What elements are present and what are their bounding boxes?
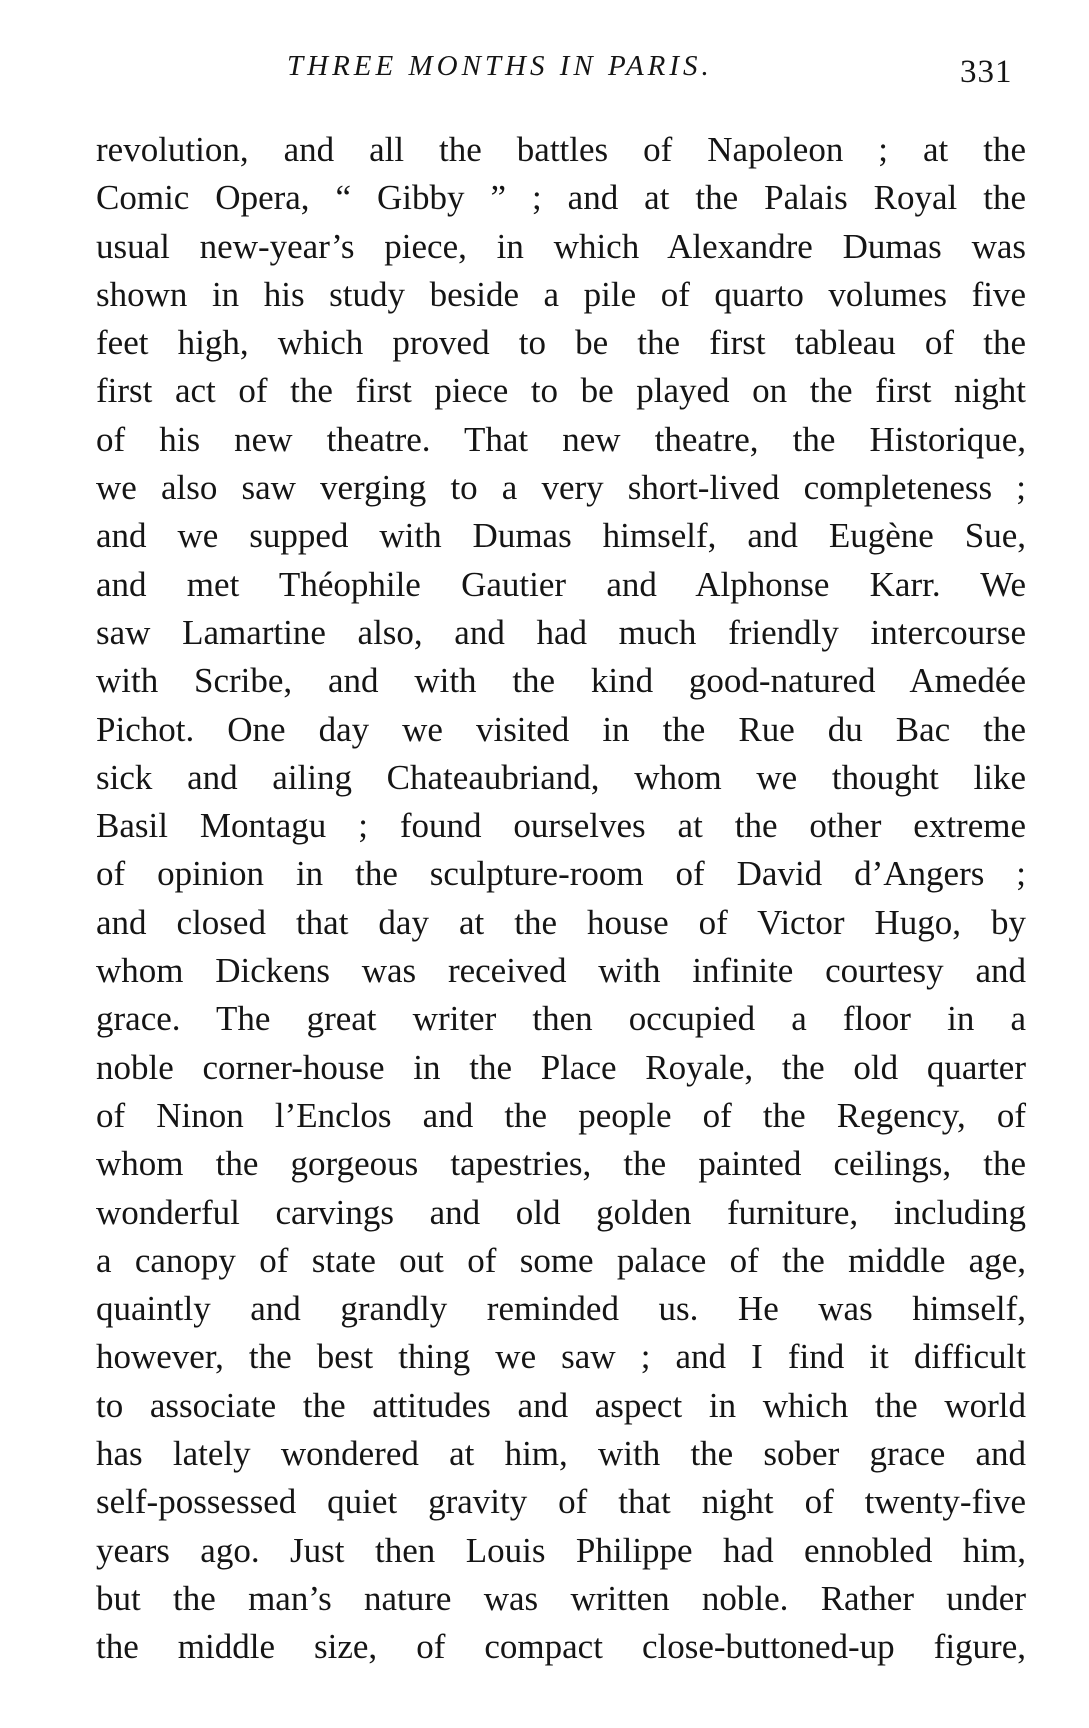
text-line: whom Dickens was received with infinite courtesy and: [96, 951, 1026, 991]
text-line: shown in his study beside a pile of quarto volumes five: [96, 274, 1026, 314]
text-line: grace. The great writer then occupied a floor in a: [96, 999, 1026, 1039]
text-line: a canopy of state out of some palace of the middle age,: [96, 1240, 1026, 1280]
text-line: and closed that day at the house of Victor Hugo, by: [96, 902, 1026, 942]
text-line: quaintly and grandly reminded us. He was himself,: [96, 1289, 1026, 1329]
text-line: of Ninon l’Enclos and the people of the Regency, of: [96, 1095, 1026, 1135]
text-line: feet high, which proved to be the first tableau of the: [96, 323, 1026, 363]
text-line: we also saw verging to a very short-lived completeness ;: [96, 468, 1026, 508]
text-line: and met Théophile Gautier and Alphonse Karr. We: [96, 564, 1026, 604]
text-line: and we supped with Dumas himself, and Eugène Sue,: [96, 516, 1026, 556]
text-line: Comic Opera, “ Gibby ” ; and at the Palais Royal the: [96, 178, 1026, 218]
text-line: to associate the attitudes and aspect in which the world: [96, 1385, 1026, 1425]
text-line: of his new theatre. That new theatre, the Historique,: [96, 419, 1026, 459]
text-line: whom the gorgeous tapestries, the painted ceilings, the: [96, 1144, 1026, 1184]
text-line: wonderful carvings and old golden furniture, including: [96, 1192, 1026, 1232]
text-line: sick and ailing Chateaubriand, whom we thought like: [96, 757, 1026, 797]
text-line: however, the best thing we saw ; and I find it difficult: [96, 1337, 1026, 1377]
text-line: Pichot. One day we visited in the Rue du Bac the: [96, 709, 1026, 749]
text-line: noble corner-house in the Place Royale, the old quarter: [96, 1047, 1026, 1087]
running-title: THREE MONTHS IN PARIS.: [287, 50, 713, 82]
text-line: with Scribe, and with the kind good-natured Amedée: [96, 661, 1026, 701]
text-line: but the man’s nature was written noble. Rather under: [96, 1578, 1026, 1618]
text-line: of opinion in the sculpture-room of David d’Angers ;: [96, 854, 1026, 894]
page-number: 331: [960, 54, 1013, 90]
text-line: first act of the first piece to be played on the first night: [96, 371, 1026, 411]
text-line: years ago. Just then Louis Philippe had ennobled him,: [96, 1530, 1026, 1570]
text-line: self-possessed quiet gravity of that night of twenty-five: [96, 1482, 1026, 1522]
text-line: usual new-year’s piece, in which Alexandre Dumas was: [96, 226, 1026, 266]
text-line: revolution, and all the battles of Napoleon ; at the: [96, 130, 1026, 169]
text-line: the middle size, of compact close-buttoned-up figure,: [96, 1627, 1026, 1667]
body-text: [96, 126, 1026, 1672]
text-line: Basil Montagu ; found ourselves at the other extreme: [96, 806, 1026, 846]
text-line: has lately wondered at him, with the sober grace and: [96, 1434, 1026, 1474]
running-head: [0, 42, 1089, 92]
text-line: saw Lamartine also, and had much friendly intercourse: [96, 612, 1026, 652]
